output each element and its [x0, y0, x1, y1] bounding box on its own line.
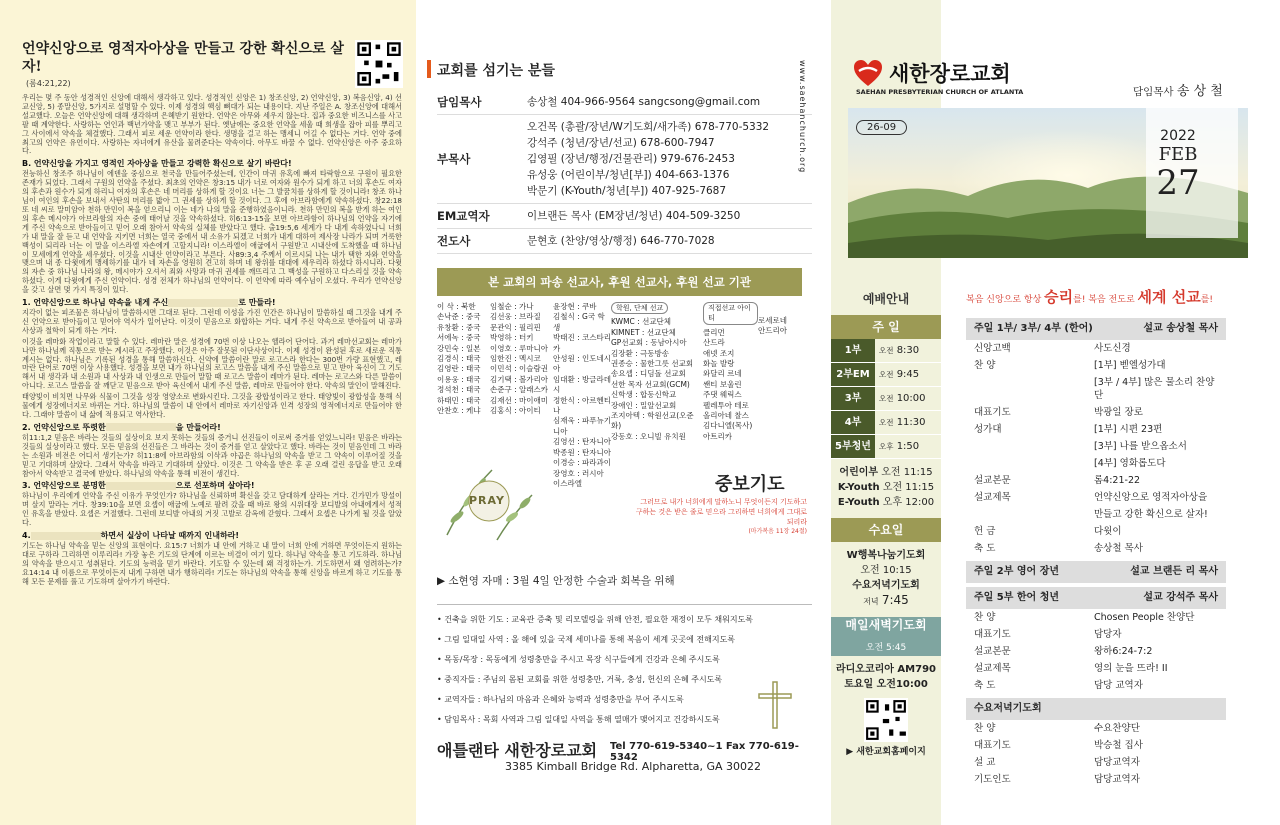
mission-item: 김철식 : G국 학생	[553, 312, 605, 332]
mission-item: 김재선 : 마이애미	[490, 395, 549, 405]
sermon-paragraph: 하나님이 우리에게 언약을 주신 이유가 무엇인가? 하나님을 신뢰하며 확신을 갖고 담대하게 살라는 거다. 긴가민가 망설이며 살지 말라는 거다. 창39:10을 보면 요셉이 애굽에 노예로 팔려 갔을 때 바로 왕의 시위대장 보디발의 아내에게서 성적인 유혹을 받았다. 요셉은 거절했다. 그런데 보디발 아내의 거짓 고발로 감옥에 갇혔다. 그래서 요셉은 나가게 될 것을 알았다.	[22, 491, 402, 528]
sermon-point-1: 1. 언약신앙으로 하나님 약속을 내게 주신 로 만들라!	[22, 298, 276, 308]
mission-item: 신학생 : 합동신학교	[611, 390, 677, 400]
service-clock: 11:30	[896, 417, 926, 428]
sermon-paragraph: 지각이 없는 피조물은 하나님이 말씀하시면 그대로 된다. 그런데 이성을 가진 인간은 하나님이 말씀하실 때 그것을 내게 주신 언약으로 받아들이고 믿어야 역사가 일어난다. 이것이 믿음으로 화합하는 거다. 내게 주신 약속으로 받아들여 내 공과 사상과 철학이 되게 하는 거다.	[22, 308, 402, 335]
mission-item: 정석천 : 태국	[437, 385, 481, 395]
service-section-title: 주일 5부 한어 청년	[974, 592, 1060, 603]
order-value: 영의 눈을 뜨라! II	[1094, 663, 1168, 674]
sermon-paragraph: 이것을 레마화 작업이라고 말할 수 있다. 레마란 말은 성경에 70번 이상 나오는 헬라어 단어다. 과거 레마선교회는 레마가 나만 하나님께 직통으로 받는 계시라고 주장했다. 이것은 아주 잘못된 이단사상이다. 이제 성경이 완성된 후로 새로운 직통계시는 없다. 하나님은 기록된 성경을 통해 말씀하신다. 신약에 말씀이란 말로 로고스라 한다는 300번 가량 표현했고, 레마란 단어로 70번 이상 사용했다. 성경을 보면 내가 하나님의 로고스 말씀을 내게 주신 말씀으로 믿고 받아 육신이 그 기도해서 내 생각과 내 소원과 내 사상과 내 인생으로 만들어 말할 때 로고스 말씀이 레마가 된다. 레마는 로고스와 다른 말씀이 아니다. 로고스 말씀을 잘 깨닫고 믿음으로 받아 육신에서 내게 주신 말씀, 레마로 만들어야 한다. 약속의 말인이 말해진다.	[22, 336, 402, 391]
order-value: [3부 / 4부] 많은 물소리 찬양단	[1094, 377, 1215, 401]
service-section-header	[966, 318, 1226, 340]
prayer-item: • 교역자들 : 하나님의 마음과 은혜와 능력과 성령충만을 부어 주시도록	[437, 695, 684, 704]
service-name: 4부	[831, 411, 875, 434]
order-row	[966, 771, 1226, 788]
mission-item: 정한식 : 아르헨티나	[553, 395, 612, 416]
mission-item: 클리먼	[703, 327, 725, 337]
dawn-prayer-time: 오전 5:45	[831, 640, 941, 656]
prayer-item: • 중직자들 : 주님의 몸된 교회를 위한 성령충만, 거룩, 충성, 헌신의 은혜 주시도록	[437, 675, 723, 684]
mission-item: 이 삭 : 북한	[437, 302, 476, 311]
intercession-title: 중보기도	[715, 474, 785, 495]
mission-item: 유창환 : 중국	[437, 322, 481, 332]
mission-item: 김선웅 : 브라질	[490, 312, 541, 322]
sermon-paragraph: 히11:1,2 믿음은 바라는 것들의 실상이요 보지 못하는 것들의 증거니 선진들이 이로써 증거를 얻었느니라! 믿음은 바라는 것들의 실상이라고 했다. 모든 믿음의 선진들은 그 바라는 것이 증거를 얻고 살았다고 했다. 바라는 것이 믿음인데 그 바라는 소원과 비전은 어디서 생기는가? 히11:8에 아브라함의 이삭과 야곱은 하나님의 약속을 받고 그 약속이 이루어질 것을 믿고 기대하며 살았다. 그래서 약속을 바라고 기대하며 살았다. 이것은 그 약속을 받은 후 곧 오래 걸린 응답을 받고 오래 참아서 약속받고 결국에 받았다. 하나님의 약속을 통해 비전이 생긴다.	[22, 432, 402, 478]
order-label: 헌 금	[974, 526, 996, 537]
order-row	[966, 374, 1226, 404]
mission-item: 이스라엘	[553, 478, 582, 488]
service-name: 1부	[831, 339, 875, 362]
staff-row: 부목사 오건목 (총괄/장년/W기도회/새가족) 678-770-5332 강석주 (청년/장년/선교) 678-600-7947 김영필 (장년/행정/건물관리) 979-676-2453 유성웅 (어린이부/청년[부]) 404-663-1376 박문기 (K-Youth/청년[부]) 407-925-7687	[437, 115, 812, 204]
mission-item: 주댓 웨릭스	[703, 390, 742, 400]
order-label: 설교본문	[974, 475, 1011, 486]
order-value: 사도신경	[1094, 343, 1131, 354]
mission-item: GP선교회 : 동남아시아	[611, 338, 687, 348]
mission-item: 송요셉 : 디딤돌 선교회	[611, 369, 686, 379]
order-label	[974, 457, 1094, 470]
order-label	[974, 440, 1094, 453]
sermon-paragraph: 전능하신 창조주 하나님이 에덴을 중심으로 천국을 만들어주셨는데, 인간이 마귀 유혹에 빠져 타락함으로 구원이 필요한 존재가 되었다. 그래서 구원의 언약을 주셨다. 최초의 언약은 창3:15 내가 너로 여자와 원수가 되게 하고 너의 후손도 여자의 후손과 원수가 되게 하리니 여자의 후손은 네 머리를 상하게 할 것이요 너는 그 발꿈치를 상하게 할 것이니라! 창조 하나님이 여인의 후손을 보내서 사탄의 머리를 밟아 그 권세를 상하게 할 것이다. 그 후에 아브라함에게 약속하셨다. 창22:18 또 네 씨로 말미암아 천하 만민이 복을 얻으리니 이는 네가 나의 말을 준행하였음이니라. 천하 만민의 복을 받게 하는 여인의 후손 메시야가 아브라함의 자손 중에 태어날 것을 약속하셨다. 히6:13-15을 보면 아브라함이 하나님의 언약을 자기에게 주신 약속으로 받아들이고 믿어 오래 참아서 약속의 실체를 받았다고 했다. 출19:5,6 세계가 다 내게 속하였나니 너희가 내 말을 잘 듣고 내 언약을 지키면 너희는 열국 중에서 내 소유가 되겠고 너희가 내게 대하여 제사장 나라가 되며 거룩한 백성이 되리라 너는 이 말을 이스라엘 자손에게 고할지니라! 이스라엘이 애굽에서 구원받고 시내산에 도착했을 때 하나님이 모세에게 언약을 세우셨다. 이것을 시내산 언약이라고 부른다. 사89:3,4 주께서 이르시되 나는 내가 택한 자와 언약을 맺으며 내 종 다윗에게 맹세하기를 내가 네 자손을 영원히 견고히 하며 네 왕위를 대대에 세우리라 하셨다 하시니라. 다윗의 자손 중 하나님 나라의 왕, 메시야가 오셔서 죄와 사망과 마귀 권세를 깨뜨리고 그 백성을 구원하고 다스리실 것을 약속하셨다. 이게 다윗에게 주신 언약이다. 성경 전체가 하나님의 언약이다. 이 언약에 따라 예수님이 오셨다. 우리가 언약신앙을 갖고 살면 몇 가지 특징이 있다.	[22, 169, 402, 295]
mission-item: 선한 목자 선교회(GCM)	[611, 379, 690, 389]
mission-item: 조지아텍 : 학원선교(오준화)	[611, 411, 694, 431]
order-value: [3부] 나를 받으옵소서	[1094, 441, 1187, 452]
order-label: 대표기도	[974, 407, 1011, 418]
church-logo: 새한장로교회	[853, 58, 1011, 88]
mission-item: 이용웅 : 태국	[437, 374, 481, 384]
order-label: 성가대	[974, 424, 1002, 435]
mission-item: 장애인 : 밀알선교회	[611, 400, 677, 410]
sermon-paragraph: 태양빛이 비치면 나무와 식물이 그것을 성장 영양소로 변화시킨다. 그것을 광합성이라고 한다. 태양빛이 광합성을 통해 식물에게 성장에너지로 바뀌는 거다. 하나님의 말씀이 내 안에서 레마로 자기신앙과 인격 성장의 영적에너지로 만들어야 한다. 그래야 말씀이 내 삶에 적용되고 역사한다.	[22, 392, 402, 419]
order-row	[966, 626, 1226, 643]
mission-item: 강민숙 : 일본	[437, 343, 481, 353]
mission-item: 쌘티 보울린	[703, 379, 742, 389]
mission-column	[758, 302, 806, 489]
service-period: 오전	[879, 418, 894, 427]
service-period: 오전	[879, 370, 894, 379]
sermon-paragraph: 기도는 하나님 약속을 믿는 신앙의 표현이다. 요15:7 너희가 내 안에 거하고 내 말이 너희 안에 거하면 무엇이든지 원하는 대로 구하라 그리하면 이루리라! 가장 놓은 기도의 단계에 이르는 비결이 여기 있다. 하나님 약속을 통고 기도하라. 하나님의 약속을 받으시고 성취된다. 기도의 능력을 믿기 바란다. 기도할 수 있는데 왜 걱정하는가. 기도하면서 왜 염려하는가? 요14:14 내 이름으로 무엇이든지 내게 구하면 내가 행하리라! 기도는 하나님의 약속을 통해 신앙을 바르게 하고 기도를 통해 모든 문제를 풀고 기도하며 살아가기 바란다.	[22, 541, 402, 586]
order-label: 설교본문	[974, 646, 1011, 657]
mission-item: 펠레투아 테로	[703, 400, 749, 410]
mission-item: 이영호 : 루마니아	[490, 343, 549, 353]
order-value: 박승철 집사	[1094, 740, 1143, 751]
mission-item: 화놀 발랑	[703, 359, 735, 369]
service-name: 5부청년	[831, 435, 875, 458]
mission-item: 손낙준 : 중국	[437, 312, 481, 322]
order-row	[966, 455, 1226, 472]
order-value: Chosen People 찬양단	[1094, 612, 1195, 623]
church-name: 애틀랜타 새한장로교회	[437, 741, 598, 760]
mission-item: 이민석 : 이슬람권	[490, 364, 549, 374]
wednesday-header: 수요일	[831, 518, 941, 542]
order-label: 기도인도	[974, 774, 1011, 785]
senior-pastor: 담임목사 송 상 철	[1133, 84, 1223, 99]
order-value: 다윗이	[1094, 526, 1122, 537]
service-section-preacher: 설교 송상철 목사	[1143, 323, 1218, 334]
service-section-preacher: 설교 강석주 목사	[1143, 592, 1218, 603]
prayer-item: • 목동/목장 : 목동에게 성령충만을 주시고 목장 식구들에게 건강과 은혜 주시도록	[437, 655, 720, 664]
order-row	[966, 438, 1226, 455]
order-value: 만들고 강한 확신으로 살자!	[1094, 509, 1208, 520]
bulletin-cover	[848, 0, 1280, 825]
service-section-header	[966, 561, 1226, 583]
order-row	[966, 404, 1226, 421]
mission-item: 안찬호 : 케냐	[437, 406, 481, 416]
service-section-title: 수요저녁기도회	[974, 703, 1042, 714]
order-row	[966, 754, 1226, 771]
mission-item: 심재욱 : 파푸뉴기니아	[553, 416, 612, 436]
mission-item: 김기택 : 볼가리아	[490, 374, 549, 384]
church-motto: 복음 신앙으로 항상 승리를! 복음 전도로 세계 선교를!	[966, 288, 1214, 306]
order-label: 설 교	[974, 757, 996, 768]
service-period: 오전	[879, 394, 894, 403]
mission-item: 안성원 : 인도네시아	[553, 354, 612, 374]
order-value: 박광일 장로	[1094, 407, 1143, 418]
sermon-point-2: 2. 언약신앙으로 뚜렷한 을 만들어라!	[22, 422, 221, 432]
sermon-panel	[0, 0, 416, 825]
order-row	[966, 720, 1226, 737]
order-label: 축 도	[974, 680, 996, 691]
sunday-header: 주 일	[831, 315, 941, 339]
church-info-panel	[425, 0, 820, 825]
order-row	[966, 540, 1226, 557]
order-row	[966, 677, 1226, 694]
order-value: [1부] 벧엘성가대	[1094, 360, 1166, 371]
qr-code-icon	[355, 40, 403, 88]
order-row	[966, 506, 1226, 523]
order-value: [1부] 시편 23편	[1094, 424, 1163, 435]
mission-item: 문관익 : 필리핀	[490, 322, 541, 332]
mission-item: 박영하 : 터키	[490, 333, 534, 343]
mission-item: 손준구 : 알래스카	[490, 385, 549, 395]
service-clock: 10:00	[896, 393, 926, 404]
service-clock: 8:30	[896, 345, 920, 356]
order-of-service	[966, 314, 1226, 788]
service-name: 2부EM	[831, 363, 875, 386]
service-clock: 9:45	[896, 369, 920, 380]
cross-icon	[753, 680, 799, 730]
website-url[interactable]: www.saehanchurch.org	[798, 60, 807, 174]
order-row	[966, 609, 1226, 626]
order-label: 신앙고백	[974, 343, 1011, 354]
mission-tag: 직접선교 아이티	[703, 302, 758, 325]
mission-item: 박태진 : 코스타리카	[553, 333, 612, 353]
order-value: 송상철 목사	[1094, 543, 1143, 554]
bulletin-date: 2022 FEB 27	[1156, 128, 1200, 203]
pray-badge: PRAY	[469, 494, 505, 507]
staff-row: 담임목사 송상철 404-966-9564 sangcsong@gmail.com	[437, 90, 812, 115]
church-english-name: SAEHAN PRESBYTERIAN CHURCH OF ATLANTA	[856, 88, 1024, 96]
kids-service-time: 오전 11:15	[881, 467, 933, 478]
sermon-heading: B. 언약신앙을 가지고 영적인 자아상을 만들고 강력한 확신으로 살기 바란다!	[22, 159, 292, 169]
dawn-prayer-header: 매일새벽기도회	[831, 617, 941, 641]
mission-item: 임한진 : 멕시코	[490, 354, 541, 364]
mission-item: 김경식 : 태국	[437, 354, 481, 364]
order-label: 설교제목	[974, 663, 1011, 674]
mission-item: 김다니엘(목사)	[703, 421, 753, 431]
service-section-title: 주일 1부/ 3부/ 4부 (한어)	[974, 323, 1093, 334]
order-row	[966, 660, 1226, 677]
sermon-title: 언약신앙으로 영적자아상을 만들고 강한 확신으로 살자!	[22, 41, 344, 75]
section-title: 교회를 섬기는 분들	[437, 60, 555, 80]
mission-item: 김영선 : 탄자니아	[553, 437, 612, 447]
order-value: 담당 교역자	[1094, 680, 1143, 691]
mission-item: 임철순 : 가나	[490, 302, 534, 311]
intercession-verse: 그러므로 내가 너희에게 말하노니 무엇이든지 기도하고 구하는 것은 받은 줄로 믿으라 그리하면 너희에게 그대로 되리라 (마가복음 11장 24절)	[635, 498, 807, 535]
mission-tag: 학원, 단체 선교	[611, 302, 668, 314]
church-address: 3385 Kimball Bridge Rd. Alpharetta, GA 30022	[505, 760, 762, 773]
order-label: 찬 양	[974, 360, 996, 371]
prayer-request: ▶ 소현영 자매 : 3월 4일 안정한 수술과 회복을 위해	[437, 575, 675, 587]
heart-logo-icon	[853, 59, 883, 87]
mission-column	[611, 302, 703, 489]
mission-item: 로세로네	[758, 316, 787, 325]
service-period: 오전	[879, 346, 894, 355]
order-label	[974, 376, 1094, 402]
order-value: 수요찬양단	[1094, 723, 1140, 734]
mission-item: 김홍식 : 아이티	[490, 406, 541, 416]
service-period: 오후	[879, 442, 894, 451]
mission-header: 본 교회의 파송 선교사, 후원 선교사, 후원 선교 기관	[437, 268, 802, 296]
order-label: 찬 양	[974, 723, 996, 734]
order-row	[966, 340, 1226, 357]
kids-service-name: E-Youth	[837, 497, 880, 508]
order-label: 찬 양	[974, 612, 996, 623]
order-value: [4부] 영화롭도다	[1094, 458, 1166, 469]
service-title: 예배안내	[862, 292, 910, 306]
order-row	[966, 523, 1226, 540]
order-value: 언약신앙으로 영적자아상을	[1094, 492, 1208, 503]
mission-item: 윤장현 : 쿠바	[553, 302, 597, 311]
sermon-point-4: 4. 하면서 실상이 나타날 때까지 인내하라!	[22, 531, 240, 541]
order-label: 대표기도	[974, 740, 1011, 751]
order-value: 담당교역자	[1094, 757, 1140, 768]
kids-service-time: 오후 12:00	[882, 497, 935, 508]
service-section-header	[966, 698, 1226, 720]
staff-row: 전도사 문현호 (찬양/영상/행정) 646-770-7028	[437, 229, 812, 254]
order-value: 왕하6:24-7:2	[1094, 646, 1153, 657]
order-row	[966, 357, 1226, 374]
mission-item: 임대환 : 방글라데시	[553, 374, 612, 395]
kids-service-name: K-Youth	[837, 482, 880, 493]
order-row	[966, 643, 1226, 660]
mission-item: 애넷 조지	[703, 348, 735, 358]
service-section-title: 주일 2부 영어 장년	[974, 566, 1060, 577]
mission-item: 안드리아	[758, 326, 787, 336]
mission-item: 장영호 : 러시아	[553, 468, 604, 478]
mission-item: 강동호 : 오니빌 유치원	[611, 431, 686, 441]
order-value: 담당자	[1094, 629, 1122, 640]
order-label: 대표기도	[974, 629, 1011, 640]
sermon-point-3: 3. 언약신앙으로 분명한 으로 선포하며 살아라!	[22, 481, 255, 491]
mission-item: KIMNET : 선교단체	[611, 327, 676, 337]
wednesday-schedule: W행복나눔기도회 오전 10:15 수요저녁기도회 저녁 7:45	[846, 550, 926, 607]
church-contact: Tel 770-619-5340~1 Fax 770-619-5342	[610, 741, 799, 763]
mission-column	[553, 302, 611, 489]
kids-service-time: 오전 11:15	[882, 482, 935, 493]
mission-item: 김장환 : 극동방송	[611, 348, 670, 358]
mission-item: 아트리카	[703, 431, 732, 441]
order-value: 롬4:21-22	[1094, 475, 1141, 486]
mission-item: 하태민 : 태국	[437, 395, 481, 405]
prayer-item: • 담임목사 : 목회 사역과 그림 일대일 사역을 통해 열매가 맺어지고 건강하시도록	[437, 715, 720, 724]
service-section-header	[966, 587, 1226, 609]
sermon-paragraph: 우리는 몇 주 동안 성경적인 신앙에 대해서 생각하고 있다. 성경적인 신앙은 1) 창조신앙, 2) 언약신앙, 3) 복음신앙, 4) 선교신앙, 5) 종말신앙, 5가지로 설명할 수 있다. 이제 성경의 핵심 뼈대가 되는 내용이다. 지난 주일은 A. 창조신앙에 대해서 설교했다. 오늘은 언약신앙에 대해 생각하며 은혜받기 원한다. 언약은 아무와 세우지 않는다. 집과 중요한 비즈니스를 사고팔 때 계약한다. 사랑하는 연인과 백년가약을 맺고 부부가 된다. 옛날에는 중요한 언약을 세울 때 희생을 잡아 피를 뿌리고 그 사이에서 약속을 체결했다. 그래서 피로 세운 언약이라 한다. 생명을 걸고 하는 맹세니 어길 수 없다는 거다. 언약 중에 최고의 언약은 유언이다. 사랑하는 자녀에게 유산을 물려준다는 약속이다. 아무도 바꿀 수 없다. 언약신앙은 아주 중요하다.	[22, 93, 402, 156]
service-name: 3부	[831, 387, 875, 410]
prayer-item: • 건축을 위한 기도 : 교육관 증축 및 리모델링을 위해 안전, 필요한 재정이 모두 채워지도록	[437, 615, 754, 624]
homepage-link[interactable]: ▶ 새한교회홈페이지	[846, 747, 926, 757]
service-section-preacher: 설교 브랜든 리 목사	[1130, 566, 1218, 577]
mission-item: 산드라	[703, 338, 725, 348]
sermon-reference: (롬4:21,22)	[26, 79, 71, 88]
mission-item: 김영란 : 태국	[437, 364, 481, 374]
order-row	[966, 421, 1226, 438]
order-value: 담당교역자	[1094, 774, 1140, 785]
staff-row: EM교역자 이브랜든 목사 (EM장년/청년) 404-509-3250	[437, 204, 812, 229]
mission-item: 서에녹 : 중국	[437, 333, 481, 343]
order-row	[966, 489, 1226, 506]
mission-item: 박종원 : 탄자니아	[553, 447, 612, 457]
mission-item: 이경승 : 파라과이	[553, 458, 612, 468]
mission-item: 와달리 르네	[703, 369, 742, 379]
prayer-item: • 그림 일대일 사역 : 올 해에 있을 국제 세미나를 통해 복음이 세계 곳곳에 전해지도록	[437, 635, 736, 644]
mission-column	[703, 302, 758, 489]
staff-list	[437, 90, 812, 254]
radio-broadcast: 라디오코리아 AM790 토요일 오전10:00	[835, 664, 936, 690]
mission-item: 올리아네 찰스	[703, 411, 749, 421]
mission-item: KWMC : 선교단체	[611, 317, 672, 327]
order-label: 축 도	[974, 543, 996, 554]
order-row	[966, 472, 1226, 489]
service-clock: 1:50	[896, 441, 920, 452]
issue-number: 26-09	[856, 120, 907, 135]
order-label	[974, 508, 1094, 521]
order-row	[966, 737, 1226, 754]
kids-service-name: 어린이부	[839, 467, 879, 478]
mission-item: 권종승 : 물한그릇 선교회	[611, 359, 694, 369]
order-label: 설교제목	[974, 492, 1011, 503]
